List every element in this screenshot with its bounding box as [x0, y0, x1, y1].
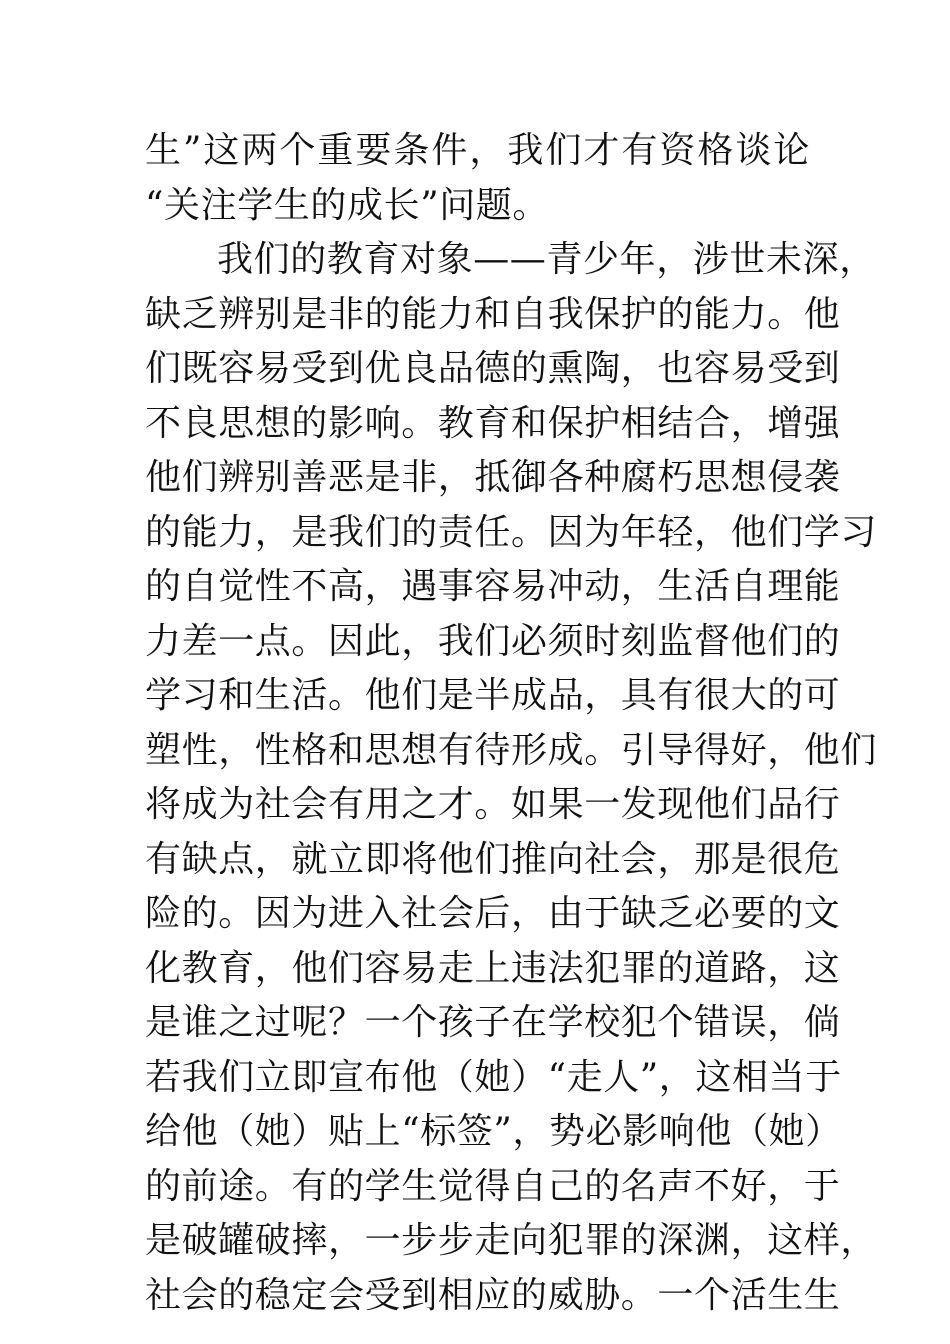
- text-line-3: 我们的教育对象——青少年，涉世未深，: [217, 239, 876, 280]
- text-line-14: 有缺点，就立即将他们推向社会，那是很危: [145, 838, 841, 880]
- text-line-5: 们既容易受到优良品德的熏陶，也容易受到: [145, 348, 841, 389]
- text-line-18: 若我们立即宣布他（她）“走人”，这相当于: [145, 1056, 842, 1098]
- text-line-1: 生”这两个重要条件，我们才有资格谈论: [145, 130, 810, 171]
- text-line-21: 是破罐破摔，一步步走向犯罪的深渊，这样，: [145, 1220, 878, 1261]
- text-line-11: 学习和生活。他们是半成品，具有很大的可: [145, 675, 841, 716]
- text-line-4: 缺乏辨别是非的能力和自我保护的能力。他: [145, 293, 841, 335]
- body-text: [145, 124, 878, 1323]
- text-line-13: 将成为社会有用之才。如果一发现他们品行: [145, 784, 841, 825]
- text-line-2: “关注学生的成长”问题。: [145, 184, 550, 226]
- text-line-15: 险的。因为进入社会后，由于缺乏必要的文: [145, 893, 841, 934]
- text-line-9: 的自觉性不高，遇事容易冲动，生活自理能: [145, 566, 841, 607]
- text-line-17: 是谁之过呢？一个孩子在学校犯个错误，倘: [145, 1002, 841, 1043]
- text-line-8: 的能力，是我们的责任。因为年轻，他们学习: [145, 511, 878, 553]
- text-line-7: 他们辨别善恶是非，抵御各种腐朽思想侵袭: [145, 457, 841, 498]
- text-line-16: 化教育，他们容易走上违法犯罪的道路，这: [145, 947, 841, 989]
- text-line-10: 力差一点。因此，我们必须时刻监督他们的: [145, 620, 841, 662]
- text-line-19: 给他（她）贴上“标签”，势必影响他（她）: [145, 1111, 842, 1152]
- text-line-22: 社会的稳定会受到相应的威胁。一个活生生: [145, 1274, 841, 1316]
- text-line-20: 的前途。有的学生觉得自己的名声不好，于: [145, 1165, 841, 1207]
- text-line-6: 不良思想的影响。教育和保护相结合，增强: [145, 402, 841, 444]
- text-line-12: 塑性，性格和思想有待形成。引导得好，他们: [145, 729, 878, 771]
